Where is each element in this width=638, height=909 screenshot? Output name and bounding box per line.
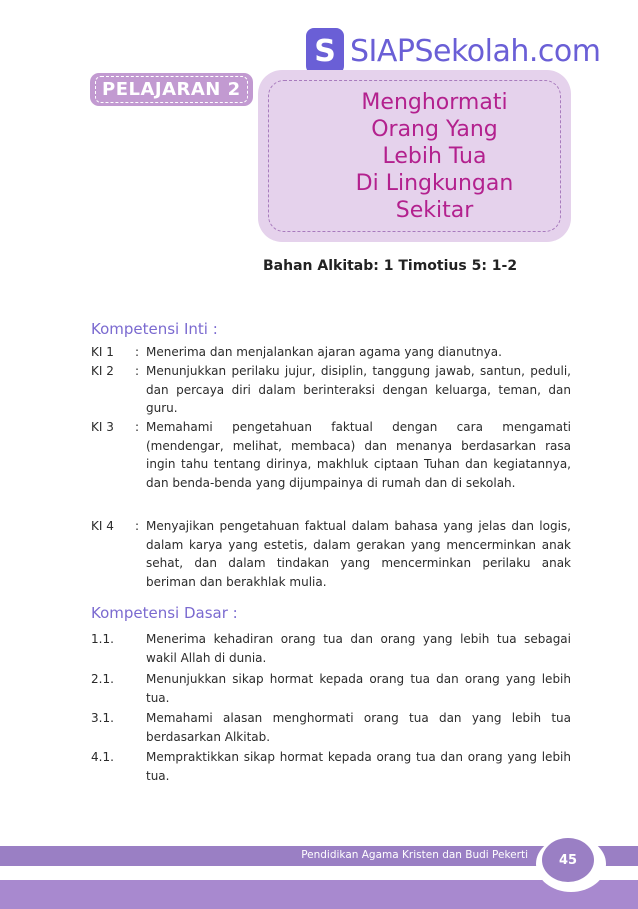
title-line: Di Lingkungan: [355, 170, 514, 196]
kd-code: 4.1.: [91, 750, 114, 764]
ki-row: [91, 517, 571, 591]
footer-bottom-band: [0, 880, 638, 909]
kd-code: 3.1.: [91, 711, 114, 725]
core-competencies-heading: Kompetensi Inti :: [91, 320, 218, 338]
footer-book-title: Pendidikan Agama Kristen dan Budi Pekerti: [301, 849, 528, 861]
ki-code: KI 3: [91, 420, 114, 434]
title-line: Orang Yang: [371, 116, 498, 142]
ki-code: KI 1: [91, 345, 114, 359]
page-number: 45: [542, 838, 594, 882]
watermark-s-icon: S: [306, 28, 344, 74]
ki-row: [91, 362, 571, 418]
lesson-title-frame: [268, 80, 561, 232]
lesson-title: [316, 89, 514, 224]
kd-text: Menunjukkan sikap hormat kepada orang tua dan orang yang lebih tua.: [146, 672, 571, 705]
ki-row: [91, 343, 571, 362]
kd-row: [91, 709, 571, 746]
ki-colon: :: [135, 420, 140, 434]
ki-text: Menerima dan menjalankan ajaran agama yang dianutnya.: [146, 345, 502, 359]
ki-text: Menyajikan pengetahuan faktual dalam bahasa yang jelas dan logis, dalam karya yang estetis, dalam gerakan yang mencerminkan anak sehat, dan dalam tindakan yang mencerminkan perilaku anak beriman dan berakhlak mulia.: [146, 519, 571, 589]
lesson-tag: [90, 73, 253, 106]
kd-row: [91, 630, 571, 667]
watermark-text: SIAPSekolah.com: [350, 33, 601, 69]
basic-competencies-heading: Kompetensi Dasar :: [91, 604, 238, 622]
kd-code: 1.1.: [91, 632, 114, 646]
title-line: Lebih Tua: [382, 143, 487, 169]
kd-text: Memahami alasan menghormati orang tua dan yang lebih tua berdasarkan Alkitab.: [146, 711, 571, 744]
kd-row: [91, 748, 571, 785]
ki-colon: :: [135, 364, 140, 378]
kd-text: Menerima kehadiran orang tua dan orang yang lebih tua sebagai wakil Allah di dunia.: [146, 632, 571, 665]
watermark-logo: [306, 26, 601, 76]
ki-code: KI 2: [91, 364, 114, 378]
ki-colon: :: [135, 519, 140, 533]
kd-code: 2.1.: [91, 672, 114, 686]
kd-row: [91, 670, 571, 707]
title-line: Menghormati: [361, 89, 508, 115]
lesson-title-box: [258, 70, 571, 242]
scripture-reference: Bahan Alkitab: 1 Timotius 5: 1-2: [263, 258, 518, 274]
ki-text: Menunjukkan perilaku jujur, disiplin, tanggung jawab, santun, peduli, dan percaya diri dalam berinteraksi dengan keluarga, teman, dan guru.: [146, 364, 571, 415]
kd-text: Mempraktikkan sikap hormat kepada orang tua dan orang yang lebih tua.: [146, 750, 571, 783]
lesson-label: PELAJARAN 2: [95, 76, 248, 103]
ki-code: KI 4: [91, 519, 114, 533]
ki-text: Memahami pengetahuan faktual dengan cara mengamati (mendengar, melihat, membaca) dan menanya berdasarkan rasa ingin tahu tentang dirinya, makhluk ciptaan Tuhan dan kegiatannya, dan benda-benda yang dijumpainya di rumah dan di sekolah.: [146, 420, 571, 490]
ki-colon: :: [135, 345, 140, 359]
title-line: Sekitar: [395, 197, 474, 223]
ki-row: [91, 418, 571, 492]
